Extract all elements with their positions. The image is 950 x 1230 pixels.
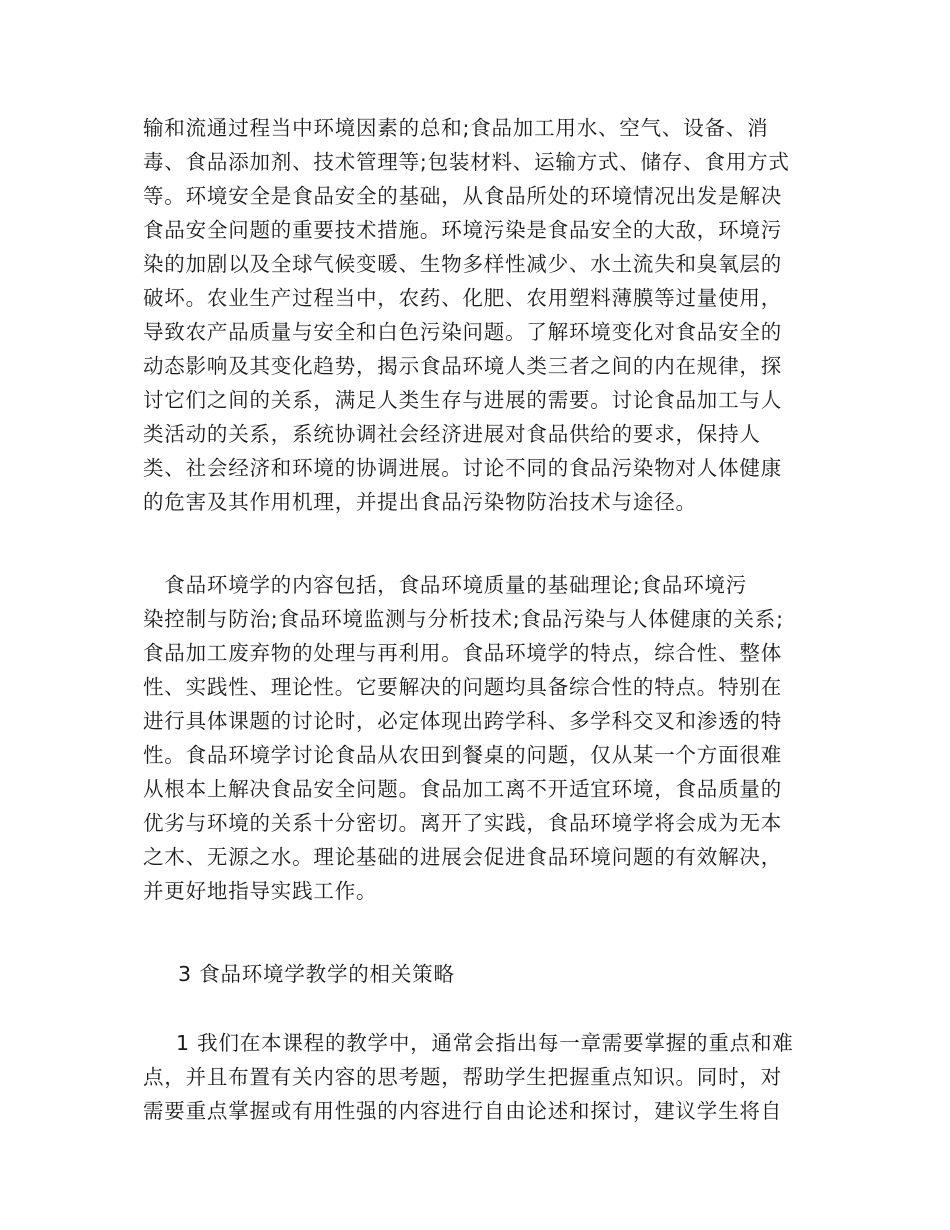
text-line: 导致农产品质量与安全和白色污染问题。了解环境变化对食品安全的 [143,320,782,344]
text-line: 的危害及其作用机理，并提出食品污染物防治技术与途径。 [143,490,697,514]
text-line: 点，并且布置有关内容的思考题，帮助学生把握重点知识。同时，对 [143,1065,782,1089]
text-line: 食品加工废弃物的处理与再利用。食品环境学的特点，综合性、整体 [143,641,782,665]
text-line: 讨它们之间的关系，满足人类生存与进展的需要。讨论食品加工与人 [143,388,782,412]
text-line: 从根本上解决食品安全问题。食品加工离不开适宜环境，食品质量的 [143,777,782,801]
text-line: 输和流通过程当中环境因素的总和;食品加工用水、空气、设备、消 [143,116,769,140]
text-line: 之木、无源之水。理论基础的进展会促进食品环境问题的有效解决， [143,845,782,869]
text-line: 等。环境安全是食品安全的基础，从食品所处的环境情况出发是解决 [143,184,782,208]
text-line: 染控制与防治;食品环境监测与分析技术;食品污染与人体健康的关系; [143,607,784,631]
text-line: 性。食品环境学讨论食品从农田到餐桌的问题，仅从某一个方面很难 [143,743,782,767]
text-line: 毒、食品添加剂、技术管理等;包装材料、运输方式、储存、食用方式 [143,150,790,174]
text-line: 优劣与环境的关系十分密切。离开了实践，食品环境学将会成为无本 [143,811,782,835]
text-line: 1 我们在本课程的教学中，通常会指出每一章需要掌握的重点和难 [176,1031,794,1055]
text-line: 进行具体课题的讨论时，必定体现出跨学科、多学科交叉和渗透的特 [143,709,782,733]
text-line: 性、实践性、理论性。它要解决的问题均具备综合性的特点。特别在 [143,675,782,699]
text-line: 染的加剧以及全球气候变暖、生物多样性减少、水土流失和臭氧层的 [143,252,782,276]
text-line: 并更好地指导实践工作。 [143,879,378,903]
text-line: 类、社会经济和环境的协调进展。讨论不同的食品污染物对人体健康 [143,456,782,480]
heading-text: 3 食品环境学教学的相关策略 [178,962,455,986]
text-line: 食品环境学的内容包括，食品环境质量的基础理论;食品环境污 [143,573,748,597]
text-line: 破坏。农业生产过程当中，农药、化肥、农用塑料薄膜等过量使用， [143,286,782,310]
text-line: 食品安全问题的重要技术措施。环境污染是食品安全的大敌，环境污 [143,218,782,242]
text-line: 需要重点掌握或有用性强的内容进行自由论述和探讨，建议学生将自 [143,1099,782,1123]
text-line: 动态影响及其变化趋势，揭示食品环境人类三者之间的内在规律，探 [143,354,782,378]
text-line: 类活动的关系，系统协调社会经济进展对食品供给的要求，保持人 [143,422,761,446]
